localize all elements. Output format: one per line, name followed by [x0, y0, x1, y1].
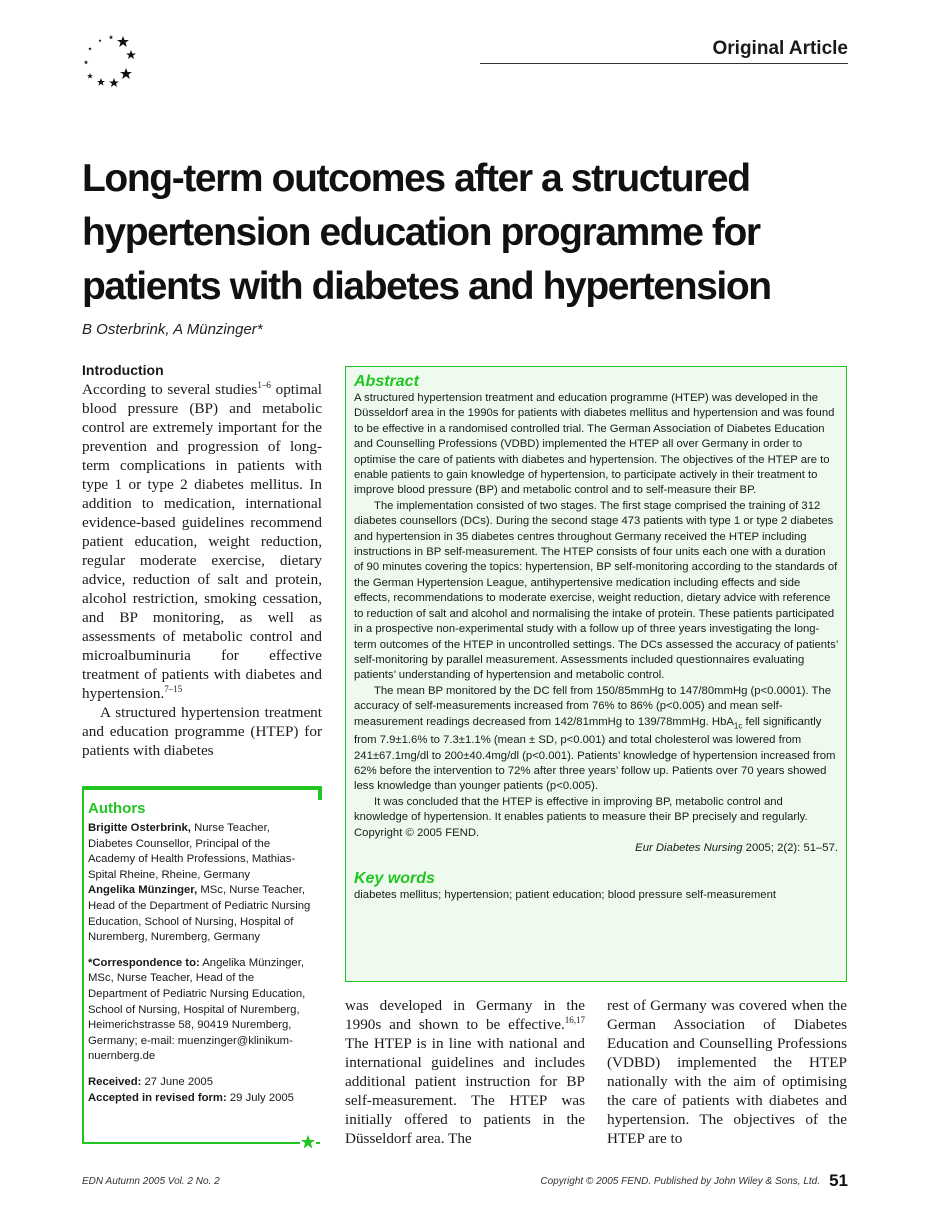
box-corner — [318, 786, 322, 800]
article-authors: B Osterbrink, A Münzinger* — [82, 321, 263, 338]
accepted-value: 29 July 2005 — [226, 1091, 294, 1104]
introduction-body — [82, 380, 322, 760]
citation-ref: 16,17 — [564, 1014, 585, 1025]
body-column-3 — [607, 996, 847, 1148]
abstract-heading: Abstract — [354, 373, 419, 390]
keywords-heading: Key words — [354, 870, 435, 888]
footer-copyright: Copyright © 2005 FEND. Published by John Wiley & Sons, Ltd. — [540, 1176, 820, 1187]
intro-text: According to several studies — [82, 381, 258, 398]
journal-citation — [354, 841, 838, 856]
introduction-section — [82, 362, 322, 760]
received-label: Received: — [88, 1075, 142, 1088]
star-icon — [300, 1134, 316, 1150]
abstract-paragraph-2: The implementation consisted of two stages. The first stage comprised the training of 312 diabetes counsellors (DCs). During the second stage 473 patients with type 1 or type 2 diabetes and hypertension in 35 diabetes centres throughout Germany received the HTEP including instructions in BP self-measurement. The HTEP consists of four units each one with a duration of 90 minutes covering the topics: hypertension, BP self-monitoring according to the standards of the German Hypertension League, antihypertensive medication including effects and side effects, recommendations to moderate exercise, weight reduction, dietary advice with reference to reduction of salt and alcohol and normalising the intake of protein. These patients participated in a prospective non-experimental study with a follow up of three years investigating the long-term outcomes of the HTEP in uncontrolled settings. The DCs assessed the accuracy of patients’ self-monitoring by parallel measurement. Assessments included questionnaires evaluating patients’ understanding of hypertension and metabolic control. — [354, 499, 838, 682]
abstract-paragraph-4: It was concluded that the HTEP is effective in improving BP, metabolic control and knowledge of hypertension. It enables patients to measure their BP precisely and regularly. Copyright © 2005 FEND. — [354, 795, 808, 839]
abstract-box — [345, 366, 847, 982]
citation-details: 2005; 2(2): 51–57. — [742, 842, 838, 855]
author-2 — [84, 883, 320, 945]
page-number: 51 — [829, 1171, 848, 1190]
authors-heading: Authors — [88, 800, 146, 817]
journal-name: Eur Diabetes Nursing — [635, 842, 743, 855]
footer-issue: EDN Autumn 2005 Vol. 2 No. 2 — [82, 1176, 220, 1187]
authors-box — [82, 786, 320, 1144]
correspondence — [84, 956, 320, 1065]
column-2-paragraph — [345, 996, 585, 1148]
author-1 — [84, 821, 320, 883]
body-text: The HTEP is in line with national and international guidelines and includes additional patient instruction for BP self-measurement. The HTEP was initially offered to patients in the Düsseldorf area. The — [345, 1035, 585, 1147]
introduction-heading: Introduction — [82, 362, 164, 378]
body-text: was developed in Germany in the 1990s and shown to be effective. — [345, 997, 585, 1033]
received-date — [84, 1075, 320, 1091]
author-affiliation: MSc, Nurse Teacher, Head of the Department of Pediatric Nursing Education, School of Nursing, Hospital of Nuremberg, Nuremberg, Germany — [88, 884, 311, 944]
accepted-label: Accepted in revised form: — [88, 1091, 227, 1104]
abstract-text: The mean BP monitored by the DC fell from 150/85mmHg to 147/80mmHg (p<0.0001). The accuracy of self-measurements increased from 76% to 86% (p<0.005) and mean self-measurement readings decreased from 142/81mmHg to 139/78mmHg. HbA — [354, 684, 832, 728]
column-3-paragraph: rest of Germany was covered when the German Association of Diabetes Education and Counselling Professions (VDBD) implemented the HTEP nationally with the aim of optimising the care of patients with diabetes and hypertension. The objectives of the HTEP are to — [607, 997, 847, 1147]
intro-paragraph-2: A structured hypertension treatment and education programme (HTEP) for patients with diabetes — [82, 704, 322, 759]
body-column-2 — [345, 996, 585, 1148]
abstract-body — [354, 391, 838, 841]
abstract-paragraph-3 — [354, 684, 838, 795]
received-value: 27 June 2005 — [141, 1075, 213, 1088]
abstract-paragraph-1: A structured hypertension treatment and education programme (HTEP) was developed in the Düsseldorf area in the 1990s for patients with diabetes mellitus and hypertension and was found to be effective in a randomised controlled trial. The German Association of Diabetes Education and Counselling Professions (VDBD) implemented the HTEP all over Germany in order to optimise the care of patients with diabetes and hypertension. The objectives of the HTEP are to enable patients to gain knowledge of hypertension, to participate actively in their treatment to improve blood pressure (BP) and metabolic control and to self-measure their BP. — [354, 392, 835, 497]
intro-paragraph-1 — [82, 380, 322, 703]
header-rule — [480, 63, 848, 64]
correspondence-label: *Correspondence to: — [88, 956, 200, 969]
abstract-text: fell significantly from 7.9±1.6% to 7.3±1.1% (mean ± SD, p<0.001) and total cholesterol was lowered from 241±67.1mg/dl to 200±40.4mg/dl (p<0.001). Patients’ knowledge of hypertension increased from 62% before the intervention to 72% after three years’ follow up. Patients over 70 years showed less knowledge than younger patients (p<0.005). — [354, 715, 836, 793]
subscript: 1c — [733, 720, 743, 730]
keywords-text: diabetes mellitus; hypertension; patient education; blood pressure self-measurement — [354, 889, 776, 902]
author-affiliation: Nurse Teacher, Diabetes Counsellor, Principal of the Academy of Health Professions, Mathias-Spital Rheine, Rheine, Germany — [88, 822, 296, 881]
author-name: Brigitte Osterbrink, — [88, 822, 191, 834]
intro-text: optimal blood pressure (BP) and metabolic control are extremely important for the prevention and progression of long-term complications in patients with type 1 or type 2 diabetes mellitus. In addition to medication, international evidence-based guidelines recommend patient education, weight reduction, regular moderate exercise, dietary advice, reduction of salt and protein, alcohol restriction, smoking cessation, and BP monitoring, as well as assessments of metabolic control and microalbuminuria for effective treatment of patients with diabetes and hypertension. — [82, 381, 323, 702]
author-name: Angelika Münzinger, — [88, 884, 198, 897]
article-title: Long-term outcomes after a structured hypertension education programme for patients with diabetes and hypertension — [82, 157, 771, 308]
citation-ref: 1–6 — [257, 379, 271, 390]
correspondence-text: Angelika Münzinger, MSc, Nurse Teacher, Head of the Department of Pediatric Nursing Education, School of Nursing, Hospital of Nuremberg, Heimerichstrasse 58, 90419 Nuremberg, Germany; e-mail: muenzinger@klinikum-nuernberg.de — [88, 956, 306, 1063]
section-label: Original Article — [712, 38, 848, 59]
eu-stars-icon — [78, 30, 138, 90]
citation-ref: 7–15 — [164, 683, 183, 694]
accepted-date — [84, 1091, 320, 1107]
